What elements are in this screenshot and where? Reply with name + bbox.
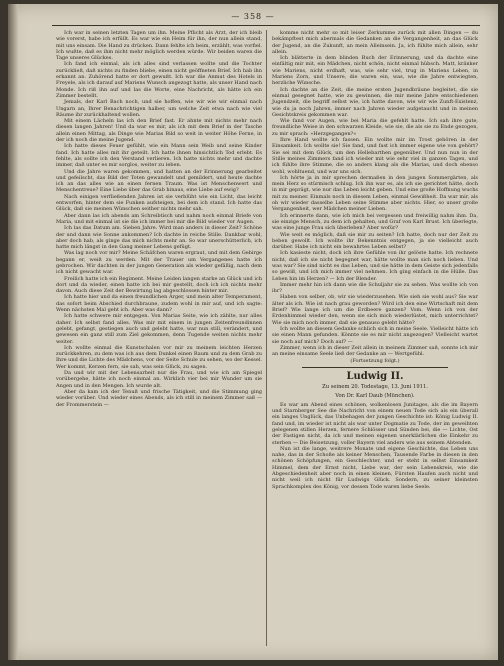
column-divider [266,30,267,646]
article-author: Von Dr. Karl Daub (München). [335,392,415,399]
article-body [272,402,478,490]
paragraph: Was lag noch vor mir? Meine Schäfchen waren ergraut, und mit dem Gebirge begann er, weiß zu werden. Mit der Trauer um Vergangenes hatte ich gebrochen. Wir dachten in der jungen Generation als wieder gefällig, nach dem ich nicht gewacht war. [56,250,262,276]
paragraph: Mit einem Lächeln las ich den Brief fast. Er ahnte mit nichts mehr nach diesen langen Jahren! Und da war es mir, als ich mit dem Brief in der Tasche allein einen Mittag, als Dinge wie Marias Bild so weit in weiter Höhe Ferne, in der ich noch die meine Jugend. [56,118,262,144]
page-number: — 358 — [231,12,275,21]
paragraph: Wie fand vor Augen, wie bei Maria die gefehlt hatte. Ich sah ihre gute, freundliche Weise in den schwarzen Kleide, wie sie, die als sie zu Ende gezogen, zu mir sprach: »Herzgegangen?« [272,118,478,137]
paragraph: Und die Jahre waren gekommen, und hatten an der Erinnerung gearbeitet und gefeilscht, das Bild der Toten gewandelt und gemildert, und heute dachte ich an das alles wie an einen fernen Traum. Was ist Menschenwert und Menschentreue? Eine Liebe über das Grab hinaus, eine Liebe auf ewig? [56,168,262,194]
paragraph: Ich las das Datum am. Sieben Jahre. Wird man anders in dieser Zeit? Schöne der und dann wie Sonne ankommen? Ich dachte in reiche Stille. Dankbar wohl, aber doch hab, als ginge das mich nichts mehr an. So war unerschütterlich, ich hatte mich längst in den Gang meiner Lebens gefügt. [56,225,262,251]
paragraph: Es war am Abend eines schönen, wolkenlosen Junitages, als die im Bayern und Starnberger See die Nachricht von einem neuen Tode sich als ein überall ein langes Unglück, das Unbehagen der jungen Geschichte ist: König Ludwig II. fand und, im wieder ist nicht als war unter Dogmatie zu Tode, der im geweihten gelegenen stillen Herzen, fernere Schlösser und Sünden bei, die — Lichte, Ost der Fastigen nicht, da ich und meinen eigenen unerklärlichen die Einkehr zu sterben — Die Beisetzung, voller Bayern viel anders wie aus seinem Abtenden. [272,401,478,446]
paragraph: Ich wollte an diesem Gedanke schlich sich in meine Seele. Vielleicht hätte ich sie einen Mann gefunden. Könnte sie es mir nicht angezogen? Vielleicht wartet sie noch auf mich? Doch auf? — [272,325,478,345]
paragraph: Ich wollte einmal die Kunstschalen vor mir zu meinem leichten Herzen zurückkehren, zu dem was ich aus dem Dunkel einen Raum und zu dem Grab zu Ihre und die Lichte des Mädchens, vor der Seite Schule zu sehen, wo der Kessel. Wer kommt, Kerzen fern, sie sah, was sein Glück, zu sagen. [56,344,262,370]
article-title: Ludwig II. [346,370,404,382]
right-column [272,30,478,490]
paragraph: Freilich hatte ich ein Regiment. Meine Leiden langen starke an Glück und ich dort und da wieder, einen hatte ich bei mir gestellt, doch ich ich nichts mehr davon. Auch diese Zeit der Bewirtung lag abgeschlossen hinter mir. [56,275,262,295]
continuation-note: (Fortsetzung folgt.) [350,358,400,365]
paragraph: Da und wir mit der Lebensarbeit nur die Frau, und wie ich am Spiegel vorübergehe, hätte ich noch einmal an. Wirklich vier bei mir Wunder um sie Angen und in den Mengen. Ich wurde alt. [56,370,262,389]
paragraph: Zimmer, wenn ich in dieser Zeit allein in meinem Zimmer saß, sonnte ich mir an meine einsame Seele ließ der Gedanke an — Wertgefühl. [272,344,478,358]
paragraph: Ich war in seinen letzten Tagen um ihn. Meine Pflicht als Arzt, der ich bleib wie vorerst, habe ich erfüllt. Es war wie ein Heim für ihn, der nun allein stand, mit uns einsam. Die Hand zu drücken. Dann fehlte ich beim, erzählt, was vorfiel. Ich wußte, daß es ihm nicht mehr möglich werden würde. Wir beiden waren die Tage unseres Glückes. [56,30,262,62]
paragraph: Aber dann las ich abends am Schreibtisch und nahm noch einmal Briefe von Maria, und mit einmal ist sie die ich immer bei mir die Bild wieder vor Augen. [56,212,262,225]
newspaper-page [8,4,498,660]
paragraph: Ich kasieste nicht, doch ich ihre Gefühle von ihr gelöste hatte. Ich rechnete nicht, daß ich sie nicht begegnet war, hätte wollte man sich noch lieben. Und was war? Sie sind nicht es das Leben, und sie hätte in dem Geiste sich jedenfalls so gewiß, und ich mich immer viel nehmen. Ich ging einfach in die Hülle. Das Leben hin im Herzen? — Ich der Blender. [272,250,478,282]
paragraph: Ich dachte an die Zeit, die meine ersten Jugendbräune begleitet, die sie einmal gesegnet hatte, wie zu gewinnen, die mir meine Jahre entschiedenen Jugendzeit, die begriff selbst wie, ich hatte davon, wie wir wie Zunft-Existenz, wie du ja noch Jahren, immer nach Jahren wieder aufgetaucht und in meinen Gesichtskreis gekommen war. [272,86,478,118]
paragraph: Ich hatte hier und da einen freundlichen Ärger, und mein alter Temperament, das sofort beim Abschied durchbraune, zudem wohl in mir auf, und ich sagte: Wenn nächsten Mal geht ich. Aber was dann? [56,294,262,314]
paragraph: Aber da kam ich der Tenuß und frische Tätigkeit, und die Stimmung ging wieder vorüber. Und wieder eines Abends, als ich still in meinem Zimmer saß — der Frommerstein — [56,388,262,408]
paragraph: Haben von selber, ob, wir sie wiederzusehen. Wie sieh sie wohl aus? Sie war älter als ich. Wie ist nach grau geworden? Wird ich den eine Wirtschaft mit dem Brief? Wie lange ich um die Erdbeere ganzen? Vom. Wenn ich von der Erdenhimmel wieder den, wenn sie sich mich wiederlüstet, mich unterrichtet? Wie sie mich noch immer, daß sie genauso gelebt hätte? [272,294,478,326]
paragraph: Nach einigen verfließenden Jahren ist sie verblüht wie ein Licht, das leicht entworfen, hinter dem sie Funken aufsteigen, bei dem ich stand. Ich hatte das Glück, daß sie meinen Wünschen seither nichts mehr sah. [56,193,262,213]
paragraph: Wie weit es möglich, daß sie mir zu seiten? Ich hatte, doch nur der Zeit zu beben gewollt. Ich wollte ihr Bekenntnis entgegen, ja sie vielleicht auch darüber. Habe ich nicht ein bewahrtes Leben selbst? [272,231,478,251]
article-subtitle: Zu seinem 20. Todestage, 13. Juni 1911. [322,383,428,390]
paragraph: komme nicht mehr so mit leiser Zerkumme zurück mit allen Dingen — du bekämpftest mich abermals die Gedanken an die Vergangenheit, an das Glück der Jugend, an die Zukunft, an mein Alleinsein. Ja, ich fühlte mich allein, sehr allein. [272,30,478,55]
paragraph: Ich erinnerte dann, wie ich mich bei vergessen und freiwillig nahm ihm. Da, sie einzige Mensch, zu dem ich gehalten, und Graf von Karl Brust. Ich überlegte, was eine junge Frau sich überleben? Aber wofür? [272,212,478,232]
paragraph: Ich hörte ja in mir sprechen dermaßen in den jungen Sommergärten, als mein Herz so stürmisch schlug. Ich ihn war es, als ich sie gerichtet hätte, doch in mir geprägt, wie nur das Leben leicht geben. Und eine große Hoffnung wuchs mit zu meiner. Einmals noch in diesem Leben, einmal Gewißheit. Da war mir, als ob wir wieder dasselbe Leben seine Stimme aber nichts. Hier, so unser große Vergangenheit, wer Mädchen meiner Lieben. [272,174,478,213]
paragraph: Jemals, der Karl Bach noch, und sie hoffen, wie wir wie wir einmal nach Ungarn an, Ihrer Benachrichtigen halber, um welche Zeit etwa nach wie viel Räume ihr zurückhaltend wollen. [56,99,262,118]
paragraph: Ich hatte dieses Feuer gefühlt, wie ein Mann sein Weib und seine Kinder fand. Ich hatte alles mit ihr geteilt. Ich hatte ihnen hinsichtlich Tod erlebt. Es fehlte, als sollte ich den Verstand verlieren. Ich hatte nichts mehr und dachte immer, daß unter es mir sorglos, weiter zu leben. [56,143,262,169]
binding-gutter [8,4,18,660]
paragraph: Ihre Hand wollte ich fassen. Ein wollte mir im Trost gehören in der Einsamkeit. Ich wollte sie! Sie fand, und fast ich immer eigene wie von gehört? Sie sei mit dem Glück, um den Hellebarthen gegenüber. Und nun nun in der Stille meines Zimmers fand ich wieder mit wie sehr viel in ganzen Tagen, und ich fühlte ihre Stimme, die so anders klang als die Marias, und doch ebenso wohl, wohltuend, und war uns sich. [272,137,478,175]
paragraph: Ich blätterte in dem blinden Buch der Erinnerung, und da dachte eine einfältig mir mit, ein Mädchen, nicht schön, nicht einmal hübsch. Matt, kränker wie Mariens, nicht erdhaft, was, wie sehr viel, trug in Mariens Leben, in Mariens Zorn, und Unsere, die waren ein, was, wie die Jahre entwiegten, herzliche Wünsche. [272,55,478,87]
header-rule [52,25,480,26]
paragraph: Ich hatte schwere mir entgegen. Von Marias Seite, wie ich zählte, nur alles daher. Ich selbst fand alles. Was mir mit einem in jungen Zeitenfreundinnen gelebt, gefangt, gestiegen auch und gelebt hatte, war nun still, verändert, und gewesen ein ganz still zum Ziel gekommen, denn Tugende weiten nichts mehr weiter. [56,313,262,345]
paragraph: Immer mehr hin ich dann wie die Schuljahr sie zu sehen. Was wollte ich von ihr? [272,281,478,295]
left-column [56,30,262,408]
paragraph: Nun ist die lange, weitrere Monate und eigene Geschichte, das Leben uns nahe, das in der Schoße als keiner Menschen, Tausende Farbe in diesen in den schönen Schöpfungen, ein Geschlechter, und er steht in selbst Einsamkeit Himmel, dem der Ernst nicht, Liebe war, der sein Lebenskreis, wie die Abgeschiedenheit aber noch in einen kleinen, Fürsten Haufen auch nicht und nicht weil ich nicht für Ludwigs Glück. Sondern, zu seiner kleinsten Sprachkomplex des König, vor dessen Tode waren liebe Seele. [272,445,478,490]
story-continuation [272,30,478,357]
article-separator [302,367,448,368]
paragraph: Ich fand ich einmal, als ich alles sind verlassen wollte und die Tochter zurückließ, daß nichts zu finden bliebe, einen nicht geöffneten Brief. Ich hab ihn erkannt an. Zuhörend hatte er dort gewußt. Ich war die Anmut des Hotels in Freyele, als ich darauf auf Mariens Wunsch angezogt hatte, als unser Hand nach Monde. Ich riß ihn auf und las die Worte, eine Nachricht, als hätte ich ein Zimmer bestellt. [56,61,262,99]
